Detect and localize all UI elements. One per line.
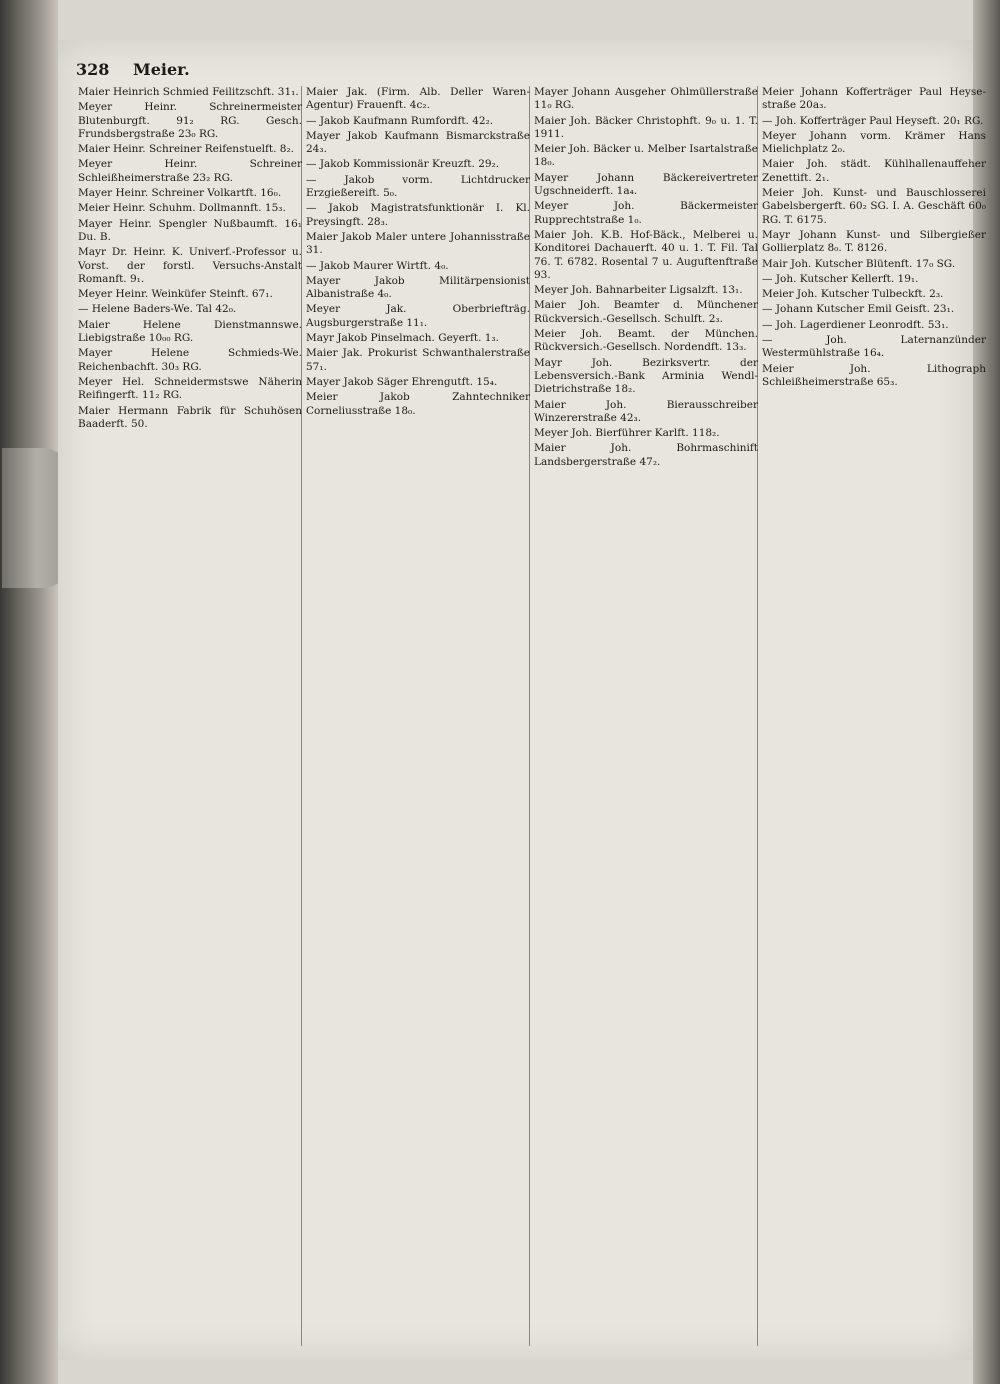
running-title: Meier.	[132, 60, 190, 79]
book-binding	[0, 0, 58, 1384]
directory-entry: Mayer Heinr. Spengler Nußbaumft. 16₁ Du. B.	[78, 217, 302, 243]
directory-entry: Maier Hermann Fabrik für Schuhösen Baaderft. 50.	[78, 404, 302, 430]
directory-entry: — Joh. Kofferträger Paul Heyseft. 20₁ RG.	[762, 114, 984, 127]
directory-entry: Meyer Joh. Bierführer Karlft. 118₂.	[534, 427, 720, 440]
directory-entry: Mayer Heinr. Schreiner Volkartft. 16₀.	[78, 187, 282, 200]
directory-entry: Mayer Jakob Militärpensionist Albanistraße 4₀.	[306, 274, 530, 301]
directory-entry: Maier Heinrich Schmied Feilitzschft. 31₁.	[78, 86, 299, 98]
directory-entry: Mair Joh. Kutscher Blütenft. 17₀ SG.	[762, 257, 956, 270]
directory-entry: Meyer Heinr. Schreiner Schleißheimerstraße 23₂ RG.	[78, 158, 302, 184]
directory-entry: Mayer Jakob Kaufmann Bismarckstraße 24₃.	[306, 129, 530, 156]
directory-entry: Maier Joh. Beamter d. Münchener Rückversich.-Gesellsch. Schulft. 2₃.	[534, 299, 758, 325]
directory-entry: — Jakob Magistratsfunktionär I. Kl. Preysingft. 28₃.	[306, 202, 530, 228]
directory-entry: — Jakob vorm. Lichtdrucker Erzgießereift. 5₀.	[306, 173, 530, 200]
directory-entry: Meier Joh. Beamt. der München. Rückversich.-Gesellsch. Nordendft. 13₃.	[534, 328, 758, 354]
directory-entry: Meier Joh. Kunst- und Bauschlosserei Gabelsbergerft. 60₂ SG. I. A. Geschäft 60₀ RG. T. 6175.	[762, 187, 986, 226]
directory-entry: Maier Helene Dienstmannswe. Liebigstraße 10₀₀ RG.	[78, 318, 302, 345]
directory-entry: Meyer Jak. Oberbriefträg. Augsburgerstraße 11₁.	[306, 303, 530, 329]
directory-entry: Meier Jakob Zahntechniker Corneliusstraße 18₀.	[306, 391, 530, 417]
directory-entry: Meyer Heinr. Weinküfer Steinft. 67₁.	[78, 288, 273, 301]
directory-entry: Mayer Johann Bäckereivertreter Ugschneiderft. 1a₄.	[534, 171, 758, 198]
directory-entry: Mayr Joh. Bezirksvertr. der Lebensversich.-Bank Arminia Wendl-Dietrichstraße 18₂.	[534, 356, 758, 396]
directory-entry: — Jakob Kaufmann Rumfordft. 42₂.	[306, 114, 494, 127]
directory-entry: Maier Joh. Bäcker Christophft. 9₀ u. 1. T. 1911.	[534, 114, 758, 140]
directory-entry: Maier Joh. städt. Kühlhallenauffeher Zenettift. 2₁.	[762, 158, 986, 184]
directory-entry: Maier Jakob Maler untere Johannisstraße 31.	[306, 230, 530, 257]
directory-entry: Mayr Dr. Heinr. K. Univerf.-Professor u. Vorst. der forstl. Versuchs-Anstalt Romanft. 9₁.	[78, 246, 302, 285]
directory-entry: — Jakob Maurer Wirtft. 4₀.	[306, 259, 449, 272]
directory-entry: Meier Heinr. Schuhm. Dollmannft. 15₃.	[78, 202, 286, 215]
directory-entry: Meier Johann Kofferträger Paul Heyse-straße 20a₃.	[762, 86, 986, 112]
directory-entry: — Helene Baders-We. Tal 42₀.	[78, 303, 237, 316]
directory-entry: — Johann Kutscher Emil Geisft. 23₁.	[762, 303, 955, 316]
directory-entry: Maier Heinr. Schreiner Reifenstuelft. 8₂.	[78, 143, 295, 156]
directory-entry: Maier Jak. (Firm. Alb. Deller Waren-Agentur) Frauenft. 4c₂.	[306, 86, 530, 112]
directory-entry: — Joh. Kutscher Kellerft. 19₁.	[762, 272, 919, 285]
directory-entry: Maier Jak. Prokurist Schwanthalerstraße 57₁.	[306, 347, 530, 373]
directory-entry: Mayer Jakob Säger Ehrengutft. 15₄.	[306, 375, 498, 388]
column-1	[78, 86, 302, 433]
directory-entry: — Joh. Laternanzünder Westermühlstraße 16₄.	[762, 334, 986, 360]
directory-entry: Maier Joh. Bierausschreiber Winzererstraße 42₃.	[534, 398, 758, 424]
column-4	[762, 86, 986, 391]
directory-entry: Meyer Hel. Schneidermstswe Näherin Reifingerft. 11₂ RG.	[78, 375, 302, 402]
directory-entry: Mayr Jakob Pinselmach. Geyerft. 1₃.	[306, 332, 499, 345]
directory-entry: — Jakob Kommissionär Kreuzft. 29₂.	[306, 158, 500, 171]
directory-entry: Mayer Johann Ausgeher Ohlmüllerstraße 11₀ RG.	[534, 86, 758, 112]
directory-entry: Meyer Joh. Bäckermeister Rupprechtstraße 1₀.	[534, 200, 758, 226]
directory-entry: Maier Joh. Bohrmaschinift Landsbergerstraße 47₂.	[534, 442, 758, 468]
directory-entry: Meier Joh. Lithograph Schleißheimerstraße 65₃.	[762, 362, 986, 388]
page-number: 328	[76, 60, 110, 79]
page-header	[76, 60, 208, 84]
directory-entry: Mayr Johann Kunst- und Silbergießer Gollierplatz 8₀. T. 8126.	[762, 228, 986, 255]
directory-entry: Meyer Joh. Bahnarbeiter Ligsalzft. 13₁.	[534, 284, 743, 297]
column-3	[534, 86, 758, 471]
directory-entry: Meyer Johann vorm. Krämer Hans Mielichplatz 2₀.	[762, 129, 986, 156]
directory-entry: Meier Joh. Bäcker u. Melber Isartalstraße 18₀.	[534, 143, 758, 169]
directory-entry: Mayer Helene Schmieds-We. Reichenbachft. 30₃ RG.	[78, 347, 302, 373]
directory-entry: Maier Joh. K.B. Hof-Bäck., Melberei u. Konditorei Dachauerft. 40 u. 1. T. Fil. Tal 76. T. 6782. Rosental 7 u. Auguftenftraße 93.	[534, 228, 758, 281]
column-2	[306, 86, 530, 420]
directory-entry: — Joh. Lagerdiener Leonrodft. 53₁.	[762, 318, 949, 331]
directory-entry: Meier Joh. Kutscher Tulbeckft. 2₃.	[762, 288, 944, 301]
directory-entry: Meyer Heinr. Schreinermeister Blutenburgft. 91₂ RG. Gesch. Frundsbergstraße 23₀ RG.	[78, 101, 302, 140]
